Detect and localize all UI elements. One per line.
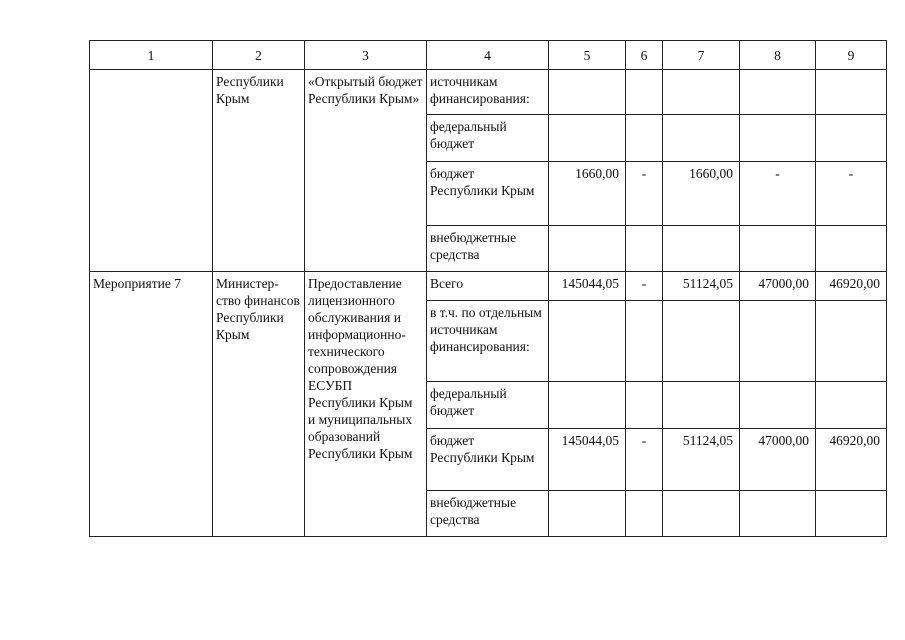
table-row bbox=[90, 272, 887, 301]
column-number-1: 1 bbox=[90, 41, 213, 70]
source-cell: федеральный бюджет bbox=[427, 115, 549, 162]
value-col7 bbox=[663, 70, 740, 115]
value-col7 bbox=[663, 491, 740, 537]
value-col6 bbox=[626, 491, 663, 537]
value-col5: 1660,00 bbox=[549, 162, 626, 226]
source-cell: федеральный бюджет bbox=[427, 382, 549, 429]
value-col8 bbox=[740, 301, 816, 382]
value-col8 bbox=[740, 491, 816, 537]
source-cell: Всего bbox=[427, 272, 549, 301]
source-cell: внебюджетные средства bbox=[427, 491, 549, 537]
value-col9 bbox=[816, 70, 887, 115]
executor-cell: Министер-ство финансов Республики Крым bbox=[213, 272, 305, 537]
value-col9 bbox=[816, 115, 887, 162]
value-col6: - bbox=[626, 272, 663, 301]
column-number-9: 9 bbox=[816, 41, 887, 70]
value-col7 bbox=[663, 382, 740, 429]
value-col5 bbox=[549, 115, 626, 162]
activity-cell: Мероприятие 7 bbox=[90, 272, 213, 537]
value-col7 bbox=[663, 226, 740, 272]
financing-table bbox=[89, 40, 887, 537]
value-col9 bbox=[816, 491, 887, 537]
value-col5 bbox=[549, 382, 626, 429]
activity-description-cell: «Открытый бюджет Республики Крым» bbox=[305, 70, 427, 272]
value-col6 bbox=[626, 382, 663, 429]
value-col8 bbox=[740, 115, 816, 162]
executor-cell: Республики Крым bbox=[213, 70, 305, 272]
value-col5: 145044,05 bbox=[549, 429, 626, 491]
value-col7: 1660,00 bbox=[663, 162, 740, 226]
value-col6 bbox=[626, 226, 663, 272]
value-col7: 51124,05 bbox=[663, 429, 740, 491]
value-col5 bbox=[549, 226, 626, 272]
value-col9 bbox=[816, 382, 887, 429]
value-col8: 47000,00 bbox=[740, 429, 816, 491]
value-col8 bbox=[740, 226, 816, 272]
activity-description-cell: Предоставление лицензионного обслуживания и информационно-технического сопровождения ЕСУБП Республики Крым и муниципальных образований Республики Крым bbox=[305, 272, 427, 537]
source-cell: источникам финансирования: bbox=[427, 70, 549, 115]
value-col6: - bbox=[626, 429, 663, 491]
column-number-4: 4 bbox=[427, 41, 549, 70]
source-cell: бюджет Республики Крым bbox=[427, 429, 549, 491]
value-col6: - bbox=[626, 162, 663, 226]
column-number-6: 6 bbox=[626, 41, 663, 70]
column-number-8: 8 bbox=[740, 41, 816, 70]
value-col6 bbox=[626, 70, 663, 115]
value-col7: 51124,05 bbox=[663, 272, 740, 301]
value-col9 bbox=[816, 301, 887, 382]
column-number-7: 7 bbox=[663, 41, 740, 70]
value-col7 bbox=[663, 115, 740, 162]
value-col5 bbox=[549, 491, 626, 537]
column-number-row bbox=[90, 41, 887, 70]
column-number-5: 5 bbox=[549, 41, 626, 70]
source-cell: бюджет Республики Крым bbox=[427, 162, 549, 226]
table-row bbox=[90, 70, 887, 115]
source-cell: внебюджетные средства bbox=[427, 226, 549, 272]
column-number-3: 3 bbox=[305, 41, 427, 70]
value-col6 bbox=[626, 115, 663, 162]
value-col5: 145044,05 bbox=[549, 272, 626, 301]
source-cell: в т.ч. по отдельным источникам финансирования: bbox=[427, 301, 549, 382]
value-col9: - bbox=[816, 162, 887, 226]
value-col9 bbox=[816, 226, 887, 272]
activity-cell bbox=[90, 70, 213, 272]
value-col9: 46920,00 bbox=[816, 272, 887, 301]
value-col8 bbox=[740, 70, 816, 115]
value-col6 bbox=[626, 301, 663, 382]
value-col5 bbox=[549, 70, 626, 115]
value-col5 bbox=[549, 301, 626, 382]
value-col9: 46920,00 bbox=[816, 429, 887, 491]
value-col8: - bbox=[740, 162, 816, 226]
value-col8: 47000,00 bbox=[740, 272, 816, 301]
value-col7 bbox=[663, 301, 740, 382]
value-col8 bbox=[740, 382, 816, 429]
column-number-2: 2 bbox=[213, 41, 305, 70]
